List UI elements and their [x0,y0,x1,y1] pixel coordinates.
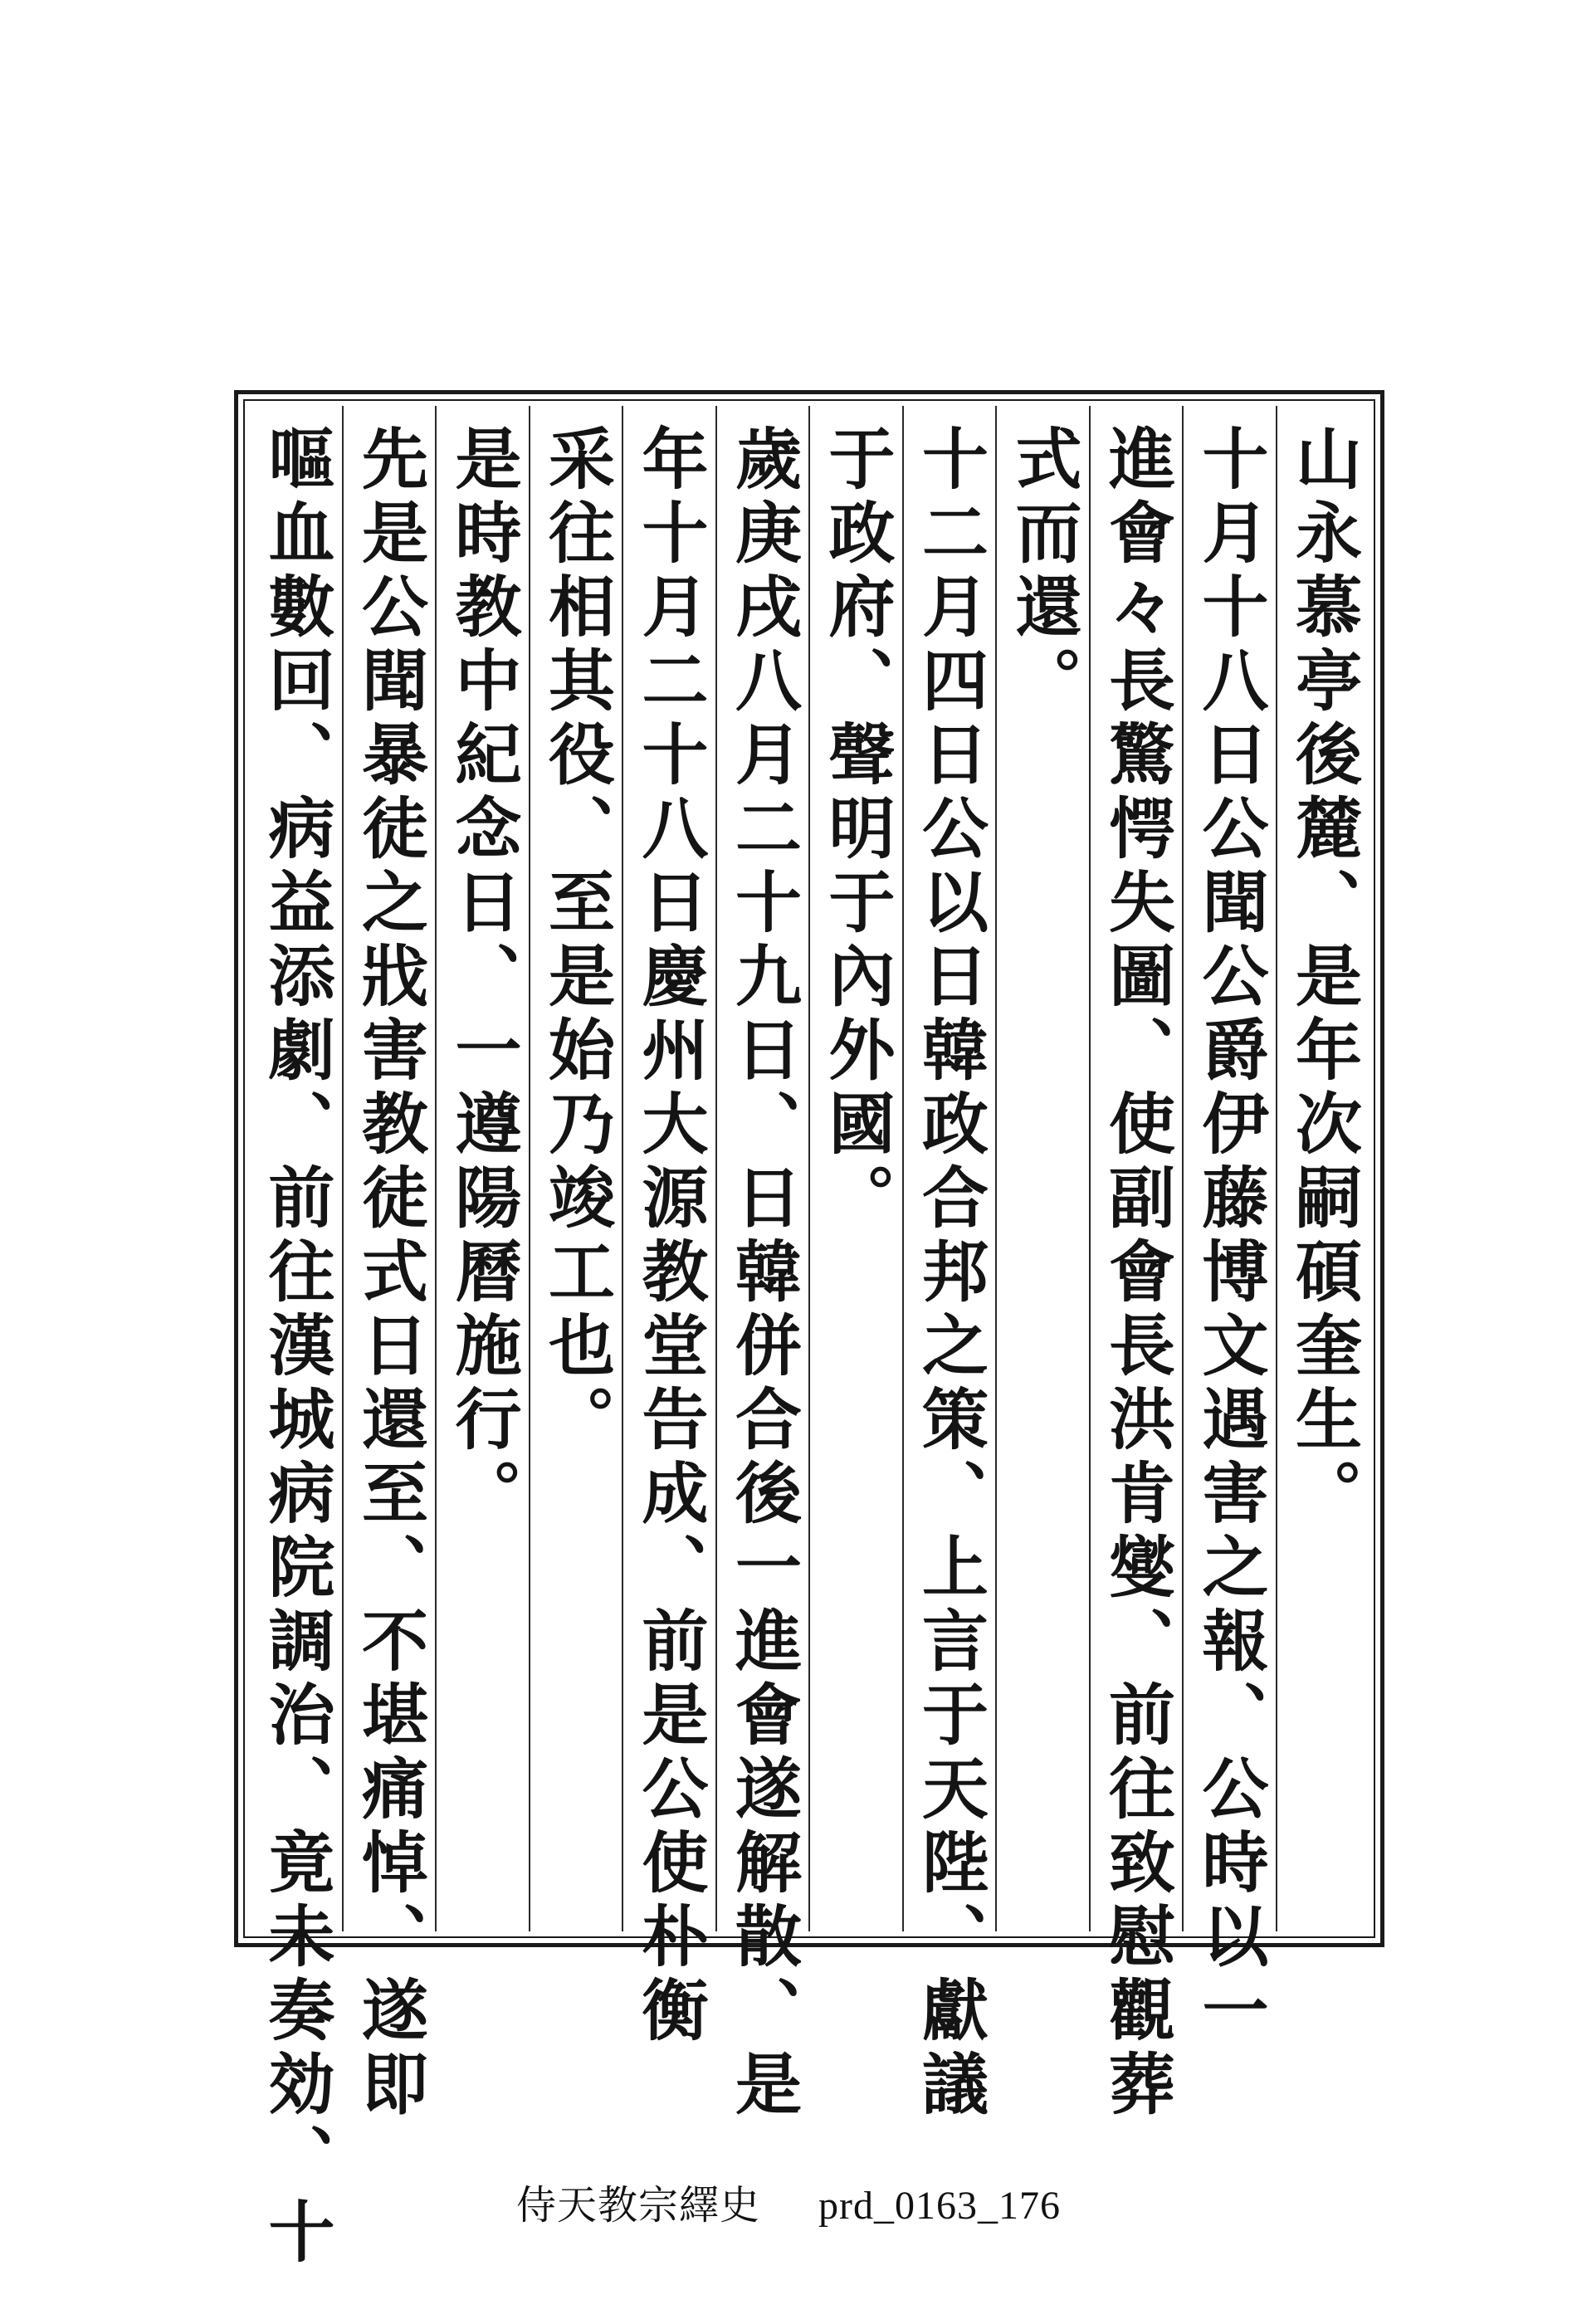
text-column-6 [808,406,902,1931]
page-id: prd_0163_176 [818,2184,1061,2228]
text-column-8 [622,406,715,2049]
column-text: 于政府、聲明于內外國。 [818,424,896,1237]
text-column-12 [250,406,342,2271]
column-text: 式而還。 [1004,424,1083,720]
text-column-11 [342,406,436,2123]
text-column-3 [1089,406,1183,2123]
text-column-2 [1182,406,1276,2049]
text-column-7 [715,406,809,2123]
column-text: 山永慕亭後麓、是年次嗣碩奎生。 [1284,424,1363,1532]
column-text: 嘔血數回、病益添劇、前往漢城病院調治、竟未奏効、十 [257,424,336,2271]
column-text: 歲庚戌八月二十九日、日韓併合後一進會遂解散、是 [724,424,803,2123]
column-text: 先是公聞暴徒之戕害教徒式日還至、不堪痛悼、遂即 [350,424,429,2123]
column-text: 年十月二十八日慶州大源教堂告成、前是公使朴衡 [631,424,710,2049]
text-column-1 [1276,406,1370,1931]
book-title: 侍天教宗繹史 [516,2184,761,2228]
text-column-10 [435,406,529,1931]
text-column-4 [995,406,1089,1931]
column-text: 十二月四日公以日韓政合邦之策、上言于天陛、獻議 [911,424,989,2123]
text-column-5 [902,406,996,2123]
column-text: 進會々長驚愕失圖、使副會長洪肯燮、前往致慰觀葬 [1097,424,1176,2123]
text-column-9 [529,406,622,1931]
column-text: 是時教中紀念日、一遵陽曆施行。 [444,424,523,1532]
column-text: 采往相其役、至是始乃竣工也。 [537,424,616,1458]
page-footer [0,2173,1577,2230]
column-text: 十月十八日公聞公爵伊藤博文遇害之報、公時以一 [1191,424,1270,2049]
